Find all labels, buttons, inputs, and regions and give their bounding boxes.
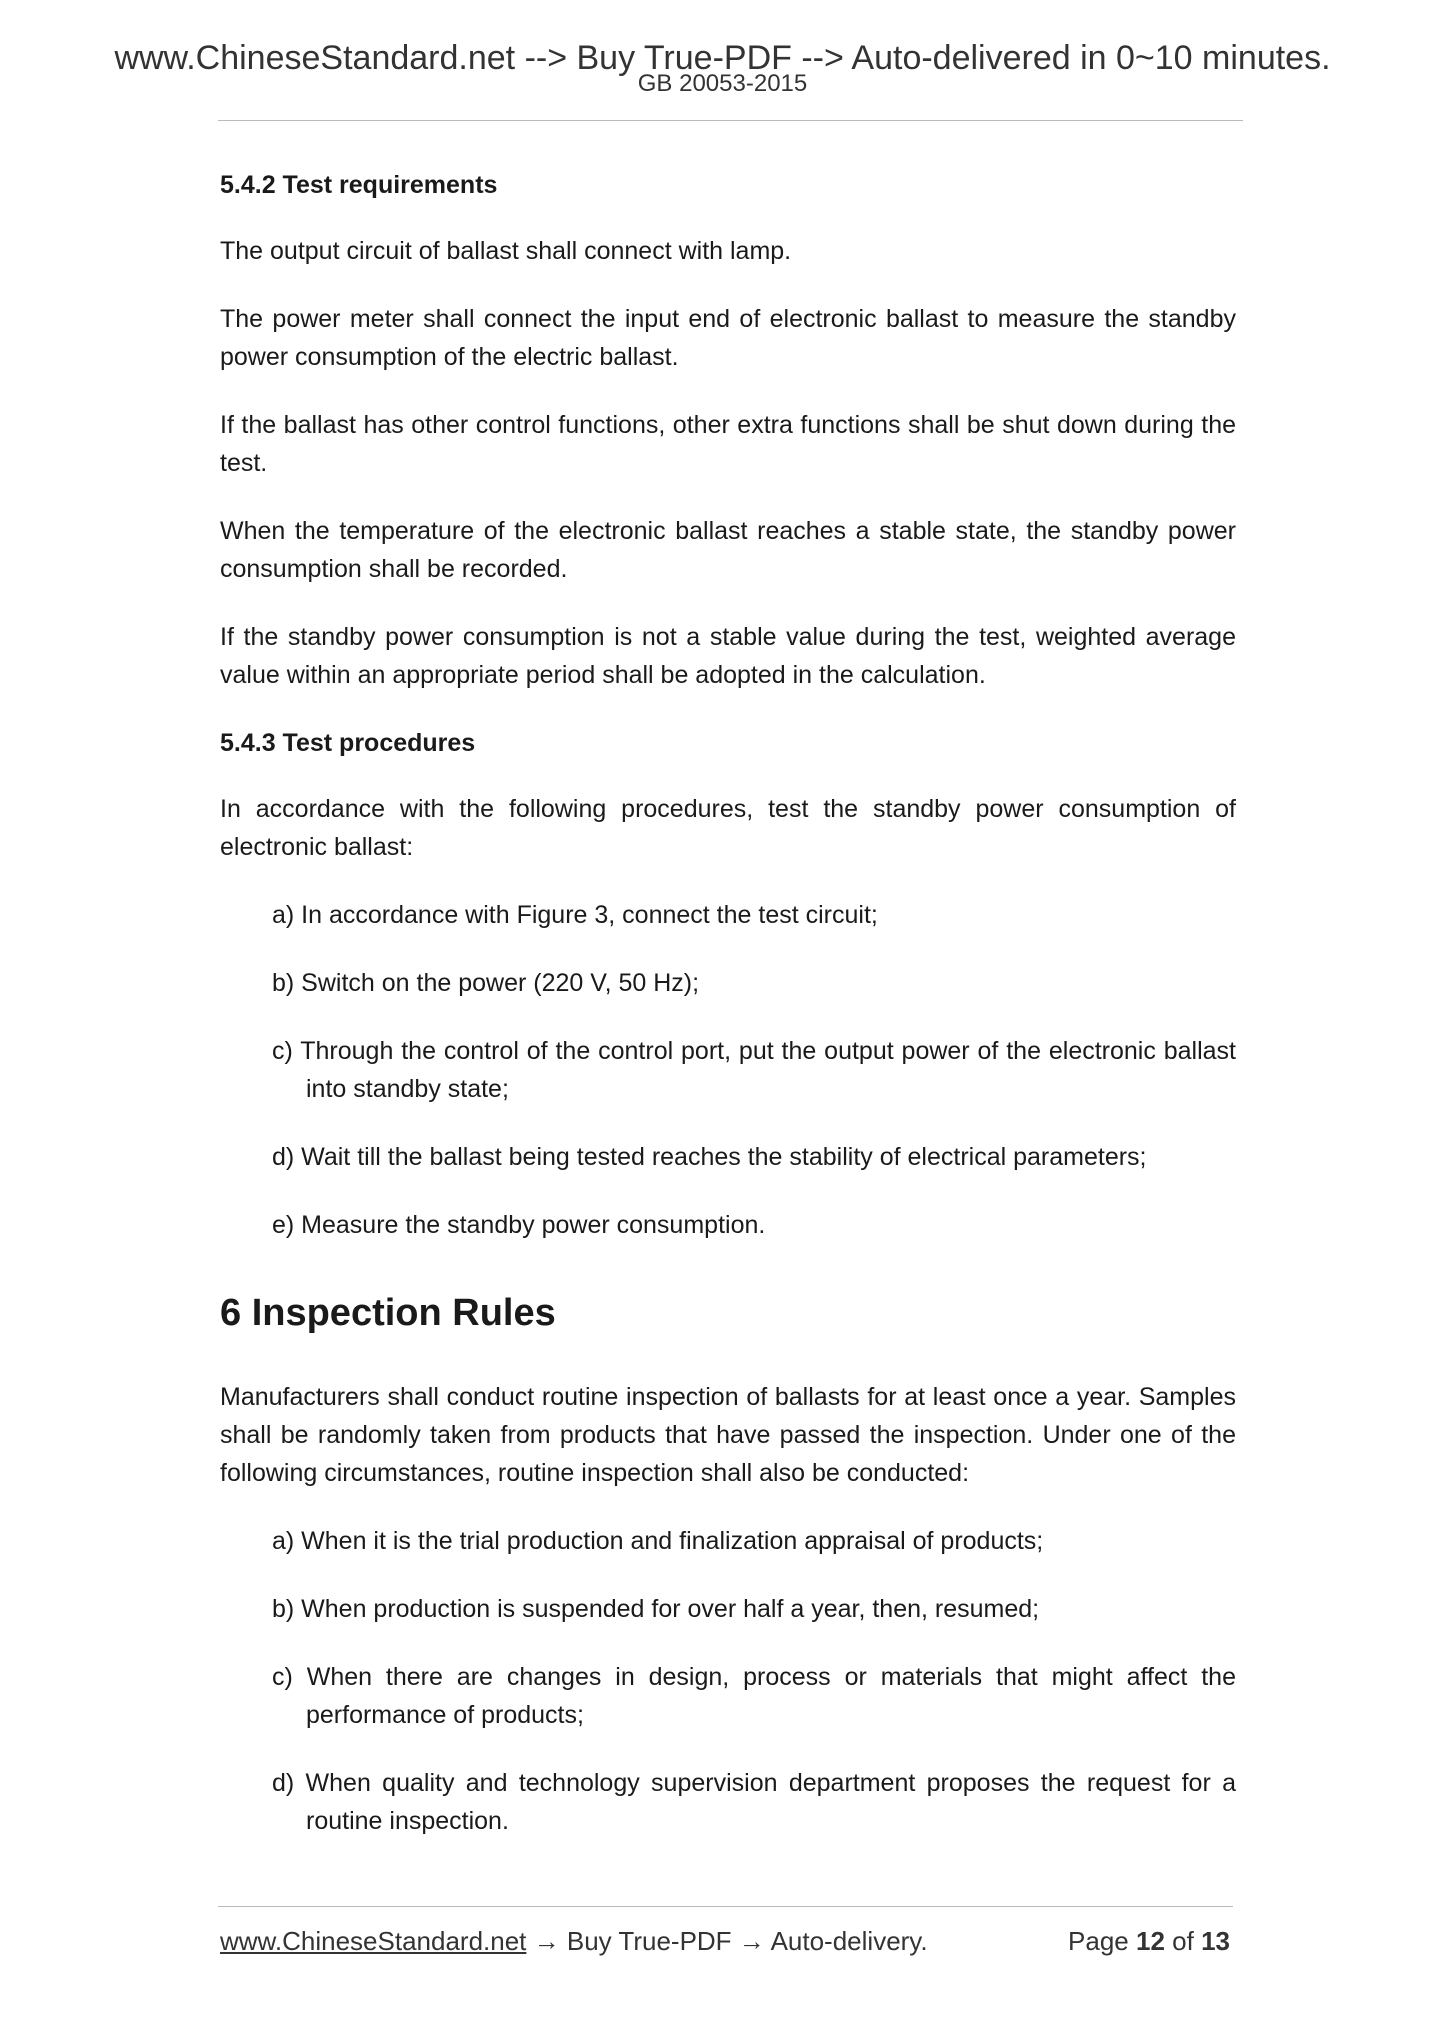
page-indicator [1068, 1924, 1230, 1958]
footer-left [220, 1924, 928, 1958]
list-item: b) Switch on the power (220 V, 50 Hz); [272, 969, 700, 997]
paragraph: Manufacturers shall conduct routine inspection of ballasts for at least once a year. Samples shall be randomly taken from products that have passed the inspection. Under one of the following circumstances, routine inspection shall also be conducted: [220, 1383, 1236, 1487]
paragraph: If the standby power consumption is not a stable value during the test, weighted average value within an appropriate period shall be adopted in the calculation. [220, 623, 1236, 689]
footer-divider [218, 1906, 1233, 1907]
list-item: a) In accordance with Figure 3, connect the test circuit; [272, 901, 878, 929]
list-item: d) When quality and technology supervision department proposes the request for a routine inspection. [272, 1769, 1236, 1835]
page-word: Page [1068, 1926, 1129, 1956]
paragraph: The power meter shall connect the input end of electronic ballast to measure the standby power consumption of the electric ballast. [220, 305, 1236, 371]
list-item: c) Through the control of the control port, put the output power of the electronic ballast into standby state; [272, 1037, 1236, 1103]
page-total: 13 [1201, 1926, 1230, 1956]
list-item: d) Wait till the ballast being tested reaches the stability of electrical parameters; [272, 1143, 1147, 1171]
procedure-list [220, 896, 1236, 1244]
circumstance-list [220, 1522, 1236, 1840]
list-item: e) Measure the standby power consumption. [272, 1211, 766, 1239]
paragraph: When the temperature of the electronic ballast reaches a stable state, the standby power consumption shall be recorded. [220, 517, 1236, 583]
paragraph: If the ballast has other control functions, other extra functions shall be shut down during the test. [220, 411, 1236, 477]
footer-tagline: → Buy True-PDF → Auto-delivery. [526, 1926, 928, 1956]
page-content [220, 166, 1236, 1870]
section-6-heading: 6 Inspection Rules [220, 1292, 556, 1334]
list-item: b) When production is suspended for over half a year, then, resumed; [272, 1595, 1040, 1623]
paragraph: In accordance with the following procedures, test the standby power consumption of electronic ballast: [220, 795, 1236, 861]
paragraph: The output circuit of ballast shall connect with lamp. [220, 237, 792, 265]
list-item: c) When there are changes in design, process or materials that might affect the performance of products; [272, 1663, 1236, 1729]
heading-5-4-2: 5.4.2 Test requirements [220, 171, 498, 199]
header-divider [218, 120, 1243, 121]
site-banner: www.ChineseStandard.net --> Buy True-PDF --> Auto-delivered in 0~10 minutes. [114, 39, 1331, 77]
list-item: a) When it is the trial production and finalization appraisal of products; [272, 1527, 1044, 1555]
page-current: 12 [1136, 1926, 1165, 1956]
standard-code: GB 20053-2015 [637, 70, 808, 97]
site-link[interactable]: www.ChineseStandard.net [220, 1926, 527, 1956]
of-word: of [1172, 1926, 1194, 1956]
heading-5-4-3: 5.4.3 Test procedures [220, 729, 476, 757]
